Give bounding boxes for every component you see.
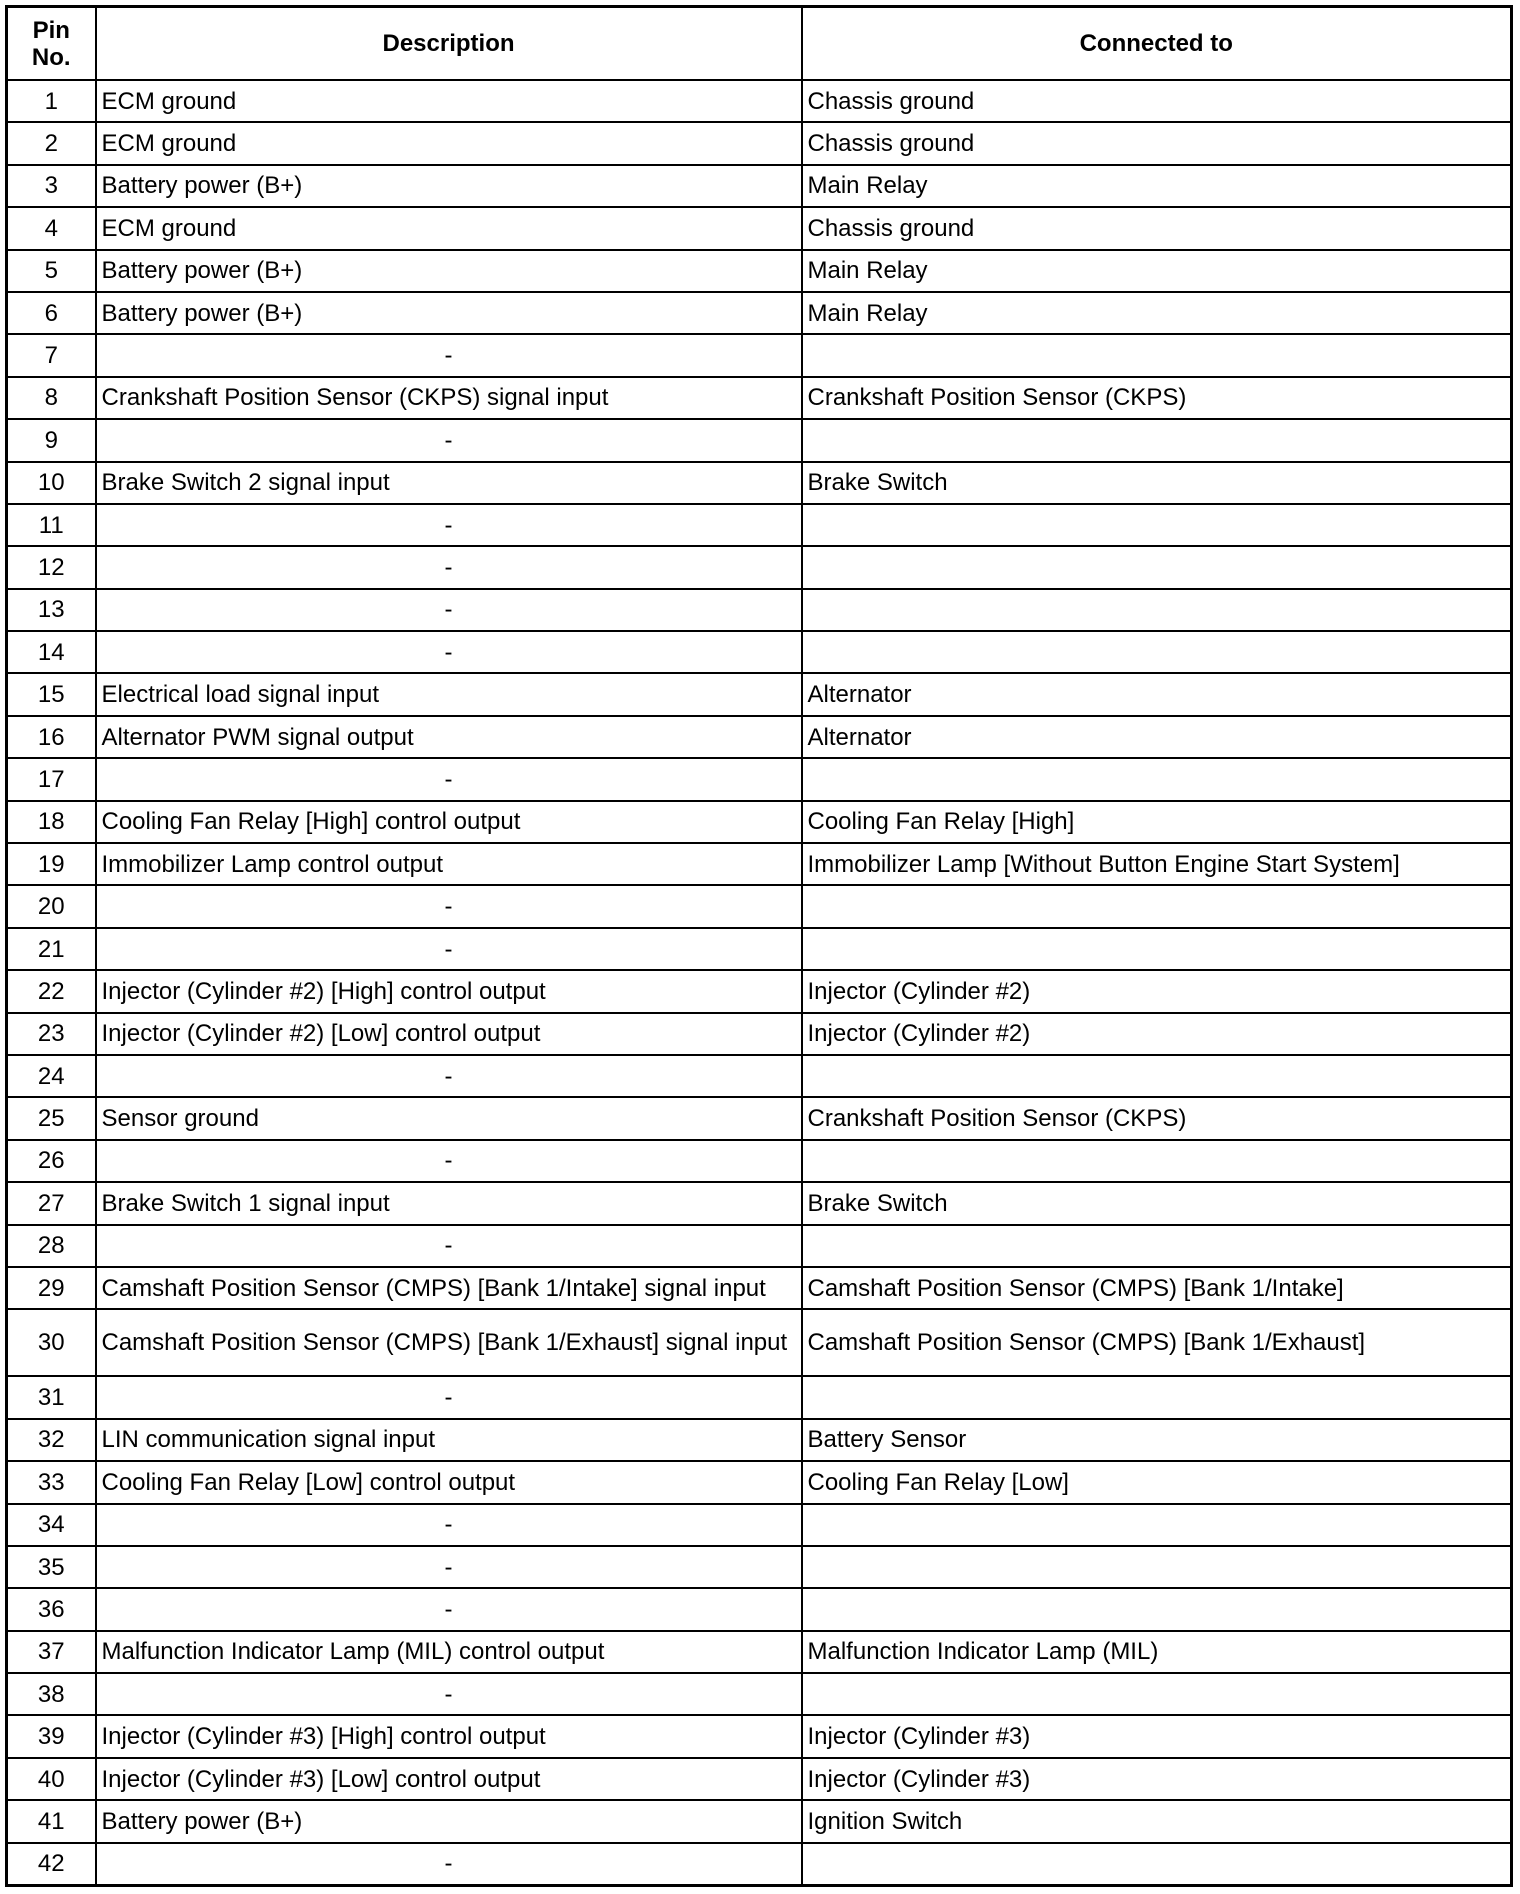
pin-number: 40 — [7, 1758, 96, 1800]
pin-number: 12 — [7, 546, 96, 588]
pin-description: - — [96, 1055, 802, 1097]
pin-number: 29 — [7, 1267, 96, 1309]
pin-connected-to: Chassis ground — [802, 80, 1512, 122]
pin-connected-to — [802, 1376, 1512, 1418]
table-row — [7, 1758, 1512, 1800]
pin-description: ECM ground — [96, 80, 802, 122]
table-row — [7, 419, 1512, 461]
pin-description: - — [96, 334, 802, 376]
header-pin-no: Pin No. — [7, 7, 96, 81]
pin-connected-to — [802, 631, 1512, 673]
pin-description: - — [96, 758, 802, 800]
table-row — [7, 1800, 1512, 1842]
pin-description: Cooling Fan Relay [Low] control output — [96, 1461, 802, 1503]
table-row — [7, 292, 1512, 334]
pin-connected-to: Camshaft Position Sensor (CMPS) [Bank 1/Exhaust] — [802, 1309, 1512, 1376]
table-row — [7, 1376, 1512, 1418]
pin-number: 32 — [7, 1419, 96, 1461]
pin-description: - — [96, 1504, 802, 1546]
pin-number: 3 — [7, 165, 96, 207]
table-row — [7, 1715, 1512, 1757]
table-row — [7, 1673, 1512, 1715]
pin-number: 16 — [7, 716, 96, 758]
pin-connected-to: Injector (Cylinder #3) — [802, 1758, 1512, 1800]
pin-number: 19 — [7, 843, 96, 885]
pin-description: Camshaft Position Sensor (CMPS) [Bank 1/Intake] signal input — [96, 1267, 802, 1309]
table-row — [7, 504, 1512, 546]
pin-connected-to: Main Relay — [802, 250, 1512, 292]
pin-description: - — [96, 1588, 802, 1630]
pin-connected-to — [802, 885, 1512, 927]
pin-description: Battery power (B+) — [96, 250, 802, 292]
pin-connected-to — [802, 1504, 1512, 1546]
pin-number: 24 — [7, 1055, 96, 1097]
pin-number: 31 — [7, 1376, 96, 1418]
header-connected-to: Connected to — [802, 7, 1512, 81]
table-row — [7, 80, 1512, 122]
pin-number: 27 — [7, 1182, 96, 1224]
pin-description: - — [96, 928, 802, 970]
pin-description: Camshaft Position Sensor (CMPS) [Bank 1/Exhaust] signal input — [96, 1309, 802, 1376]
table-row — [7, 207, 1512, 249]
pin-table-header — [7, 7, 1512, 81]
pin-number: 41 — [7, 1800, 96, 1842]
pin-number: 8 — [7, 377, 96, 419]
pin-description: Battery power (B+) — [96, 292, 802, 334]
pin-connected-to — [802, 1225, 1512, 1267]
pin-description: ECM ground — [96, 122, 802, 164]
pin-description: - — [96, 419, 802, 461]
pin-number: 34 — [7, 1504, 96, 1546]
pin-table — [5, 5, 1513, 1887]
pin-connected-to — [802, 1843, 1512, 1886]
pin-number: 39 — [7, 1715, 96, 1757]
table-row — [7, 801, 1512, 843]
pin-number: 20 — [7, 885, 96, 927]
pin-connected-to: Alternator — [802, 673, 1512, 715]
table-row — [7, 758, 1512, 800]
table-row — [7, 546, 1512, 588]
pin-number: 7 — [7, 334, 96, 376]
table-row — [7, 1631, 1512, 1673]
table-row — [7, 122, 1512, 164]
pin-description: - — [96, 1140, 802, 1182]
pin-connected-to: Camshaft Position Sensor (CMPS) [Bank 1/Intake] — [802, 1267, 1512, 1309]
pin-description: Injector (Cylinder #3) [Low] control output — [96, 1758, 802, 1800]
table-row — [7, 1309, 1512, 1376]
pin-connected-to: Main Relay — [802, 165, 1512, 207]
table-row — [7, 631, 1512, 673]
table-row — [7, 1140, 1512, 1182]
pin-description: Battery power (B+) — [96, 1800, 802, 1842]
table-row — [7, 716, 1512, 758]
pin-connected-to: Battery Sensor — [802, 1419, 1512, 1461]
header-row — [7, 7, 1512, 81]
pin-connected-to: Alternator — [802, 716, 1512, 758]
pin-description: - — [96, 1843, 802, 1886]
table-row — [7, 673, 1512, 715]
pin-number: 15 — [7, 673, 96, 715]
pin-description: - — [96, 546, 802, 588]
pin-number: 42 — [7, 1843, 96, 1886]
pin-description: Brake Switch 1 signal input — [96, 1182, 802, 1224]
table-row — [7, 165, 1512, 207]
pin-table-body — [7, 80, 1512, 1886]
table-row — [7, 843, 1512, 885]
pin-number: 4 — [7, 207, 96, 249]
pin-connected-to: Chassis ground — [802, 122, 1512, 164]
pin-number: 23 — [7, 1013, 96, 1055]
pin-number: 22 — [7, 970, 96, 1012]
pin-description: - — [96, 885, 802, 927]
pin-description: LIN communication signal input — [96, 1419, 802, 1461]
table-row — [7, 1461, 1512, 1503]
pin-number: 18 — [7, 801, 96, 843]
table-row — [7, 1097, 1512, 1139]
table-row — [7, 928, 1512, 970]
pin-number: 17 — [7, 758, 96, 800]
pin-connected-to — [802, 334, 1512, 376]
pin-description: ECM ground — [96, 207, 802, 249]
pin-connected-to — [802, 589, 1512, 631]
table-row — [7, 970, 1512, 1012]
table-row — [7, 462, 1512, 504]
table-row — [7, 1182, 1512, 1224]
table-row — [7, 334, 1512, 376]
pin-number: 36 — [7, 1588, 96, 1630]
pin-number: 28 — [7, 1225, 96, 1267]
pin-connected-to — [802, 546, 1512, 588]
pin-description: Injector (Cylinder #2) [High] control output — [96, 970, 802, 1012]
pin-number: 35 — [7, 1546, 96, 1588]
pin-number: 38 — [7, 1673, 96, 1715]
pin-description: Sensor ground — [96, 1097, 802, 1139]
pin-connected-to — [802, 758, 1512, 800]
pin-connected-to — [802, 1140, 1512, 1182]
pin-connected-to: Immobilizer Lamp [Without Button Engine Start System] — [802, 843, 1512, 885]
pin-number: 21 — [7, 928, 96, 970]
header-description: Description — [96, 7, 802, 81]
pin-description: - — [96, 1546, 802, 1588]
pin-number: 10 — [7, 462, 96, 504]
pin-connected-to — [802, 504, 1512, 546]
table-row — [7, 1055, 1512, 1097]
pin-connected-to: Chassis ground — [802, 207, 1512, 249]
pin-connected-to: Injector (Cylinder #2) — [802, 1013, 1512, 1055]
pin-number: 2 — [7, 122, 96, 164]
pin-number: 9 — [7, 419, 96, 461]
pin-connected-to: Injector (Cylinder #2) — [802, 970, 1512, 1012]
pin-number: 1 — [7, 80, 96, 122]
pin-description: - — [96, 631, 802, 673]
pin-connected-to: Brake Switch — [802, 1182, 1512, 1224]
table-row — [7, 1225, 1512, 1267]
pin-description: - — [96, 1225, 802, 1267]
pin-description: Malfunction Indicator Lamp (MIL) control output — [96, 1631, 802, 1673]
table-row — [7, 1843, 1512, 1886]
pin-description: Alternator PWM signal output — [96, 716, 802, 758]
pin-number: 33 — [7, 1461, 96, 1503]
pin-table-page — [5, 5, 1510, 1887]
pin-connected-to — [802, 928, 1512, 970]
pin-description: Brake Switch 2 signal input — [96, 462, 802, 504]
pin-connected-to: Ignition Switch — [802, 1800, 1512, 1842]
table-row — [7, 1419, 1512, 1461]
pin-number: 30 — [7, 1309, 96, 1376]
pin-description: Electrical load signal input — [96, 673, 802, 715]
pin-description: Injector (Cylinder #2) [Low] control output — [96, 1013, 802, 1055]
pin-connected-to: Cooling Fan Relay [Low] — [802, 1461, 1512, 1503]
table-row — [7, 1267, 1512, 1309]
table-row — [7, 885, 1512, 927]
pin-connected-to: Brake Switch — [802, 462, 1512, 504]
pin-number: 13 — [7, 589, 96, 631]
table-row — [7, 1504, 1512, 1546]
pin-description: - — [96, 504, 802, 546]
pin-connected-to — [802, 1055, 1512, 1097]
pin-description: Cooling Fan Relay [High] control output — [96, 801, 802, 843]
table-row — [7, 1546, 1512, 1588]
pin-number: 6 — [7, 292, 96, 334]
table-row — [7, 250, 1512, 292]
pin-number: 25 — [7, 1097, 96, 1139]
pin-connected-to: Main Relay — [802, 292, 1512, 334]
pin-number: 5 — [7, 250, 96, 292]
pin-connected-to — [802, 1546, 1512, 1588]
pin-connected-to — [802, 419, 1512, 461]
pin-description: Crankshaft Position Sensor (CKPS) signal input — [96, 377, 802, 419]
pin-description: - — [96, 1376, 802, 1418]
pin-connected-to: Cooling Fan Relay [High] — [802, 801, 1512, 843]
pin-number: 37 — [7, 1631, 96, 1673]
pin-number: 11 — [7, 504, 96, 546]
pin-description: Injector (Cylinder #3) [High] control output — [96, 1715, 802, 1757]
table-row — [7, 1588, 1512, 1630]
table-row — [7, 377, 1512, 419]
pin-description: - — [96, 1673, 802, 1715]
pin-number: 26 — [7, 1140, 96, 1182]
pin-connected-to — [802, 1588, 1512, 1630]
pin-description: - — [96, 589, 802, 631]
table-row — [7, 589, 1512, 631]
pin-connected-to — [802, 1673, 1512, 1715]
pin-connected-to: Malfunction Indicator Lamp (MIL) — [802, 1631, 1512, 1673]
table-row — [7, 1013, 1512, 1055]
pin-connected-to: Crankshaft Position Sensor (CKPS) — [802, 377, 1512, 419]
pin-description: Immobilizer Lamp control output — [96, 843, 802, 885]
pin-connected-to: Crankshaft Position Sensor (CKPS) — [802, 1097, 1512, 1139]
pin-connected-to: Injector (Cylinder #3) — [802, 1715, 1512, 1757]
pin-number: 14 — [7, 631, 96, 673]
pin-description: Battery power (B+) — [96, 165, 802, 207]
